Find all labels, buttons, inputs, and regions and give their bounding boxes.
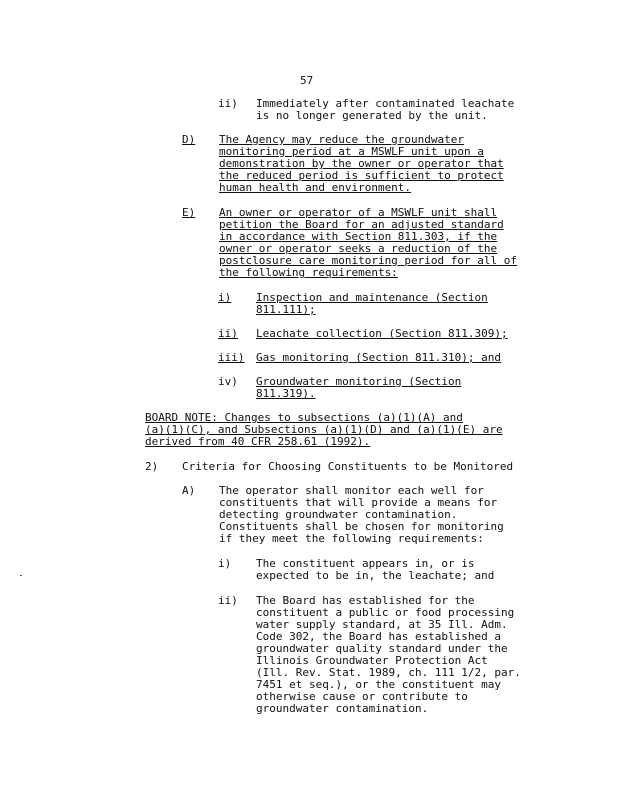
- item-label-A: A): [182, 484, 196, 497]
- text-line: The Board has established for the: [256, 594, 475, 607]
- text-line: 811.319).: [256, 387, 316, 400]
- text-line: groundwater quality standard under the: [256, 642, 508, 655]
- text-line: (Ill. Rev. Stat. 1989, ch. 111 1/2, par.: [256, 666, 521, 679]
- text-line: postclosure care monitoring period for all of: [219, 254, 518, 267]
- text-line: the reduced period is sufficient to protect: [219, 169, 504, 182]
- item-label-iii: iii): [218, 351, 245, 364]
- text-line: constituents that will provide a means for: [219, 496, 498, 509]
- scan-speck: [20, 575, 22, 576]
- text-line: water supply standard, at 35 Ill. Adm.: [256, 618, 508, 631]
- text-line: Gas monitoring (Section 811.310); and: [256, 351, 502, 364]
- text-line: human health and environment.: [219, 181, 412, 194]
- text-line: constituent a public or food processing: [256, 606, 515, 619]
- section-heading: Criteria for Choosing Constituents to be Monitored: [182, 460, 514, 473]
- item-label-ii: ii): [218, 594, 238, 607]
- text-line: Inspection and maintenance (Section: [256, 291, 488, 304]
- text-line: Groundwater monitoring (Section: [256, 375, 462, 388]
- text-line: An owner or operator of a MSWLF unit shall: [219, 206, 498, 219]
- text-line: Code 302, the Board has established a: [256, 630, 502, 643]
- text-line: is no longer generated by the unit.: [256, 109, 488, 122]
- text-line: The Agency may reduce the groundwater: [219, 133, 465, 146]
- text-line: 7451 et seq.), or the constituent may: [256, 678, 502, 691]
- board-note-line: (a)(1)(C), and Subsections (a)(1)(D) and (a)(1)(E) are: [145, 423, 503, 436]
- text-line: in accordance with Section 811.303, if the: [219, 230, 498, 243]
- text-line: petition the Board for an adjusted standard: [219, 218, 504, 231]
- board-note-line: derived from 40 CFR 258.61 (1992).: [145, 435, 371, 448]
- text-line: otherwise cause or contribute to: [256, 690, 468, 703]
- item-label-ii: ii): [218, 327, 238, 340]
- text-line: if they meet the following requirements:: [219, 532, 484, 545]
- section-label-2: 2): [145, 460, 159, 473]
- text-line: demonstration by the owner or operator that: [219, 157, 504, 170]
- text-line: Immediately after contaminated leachate: [256, 97, 515, 110]
- item-label-ii-top: ii): [218, 97, 238, 110]
- text-line: the following requirements:: [219, 266, 398, 279]
- item-label-i: i): [218, 557, 232, 570]
- item-label-iv: iv): [218, 375, 238, 388]
- text-line: monitoring period at a MSWLF unit upon a: [219, 145, 484, 158]
- text-line: The constituent appears in, or is: [256, 557, 475, 570]
- text-line: Leachate collection (Section 811.309);: [256, 327, 508, 340]
- item-label-i: i): [218, 291, 232, 304]
- item-label-D: D): [182, 133, 196, 146]
- text-line: owner or operator seeks a reduction of the: [219, 242, 498, 255]
- text-line: expected to be in, the leachate; and: [256, 569, 495, 582]
- page-number: 57: [300, 74, 314, 87]
- text-line: detecting groundwater contamination.: [219, 508, 458, 521]
- text-line: Constituents shall be chosen for monitoring: [219, 520, 504, 533]
- item-label-E: E): [182, 206, 196, 219]
- board-note-line: BOARD NOTE: Changes to subsections (a)(1)(A) and: [145, 411, 463, 424]
- text-line: groundwater contamination.: [256, 702, 429, 715]
- text-line: The operator shall monitor each well for: [219, 484, 484, 497]
- text-line: Illinois Groundwater Protection Act: [256, 654, 488, 667]
- text-line: 811.111);: [256, 303, 316, 316]
